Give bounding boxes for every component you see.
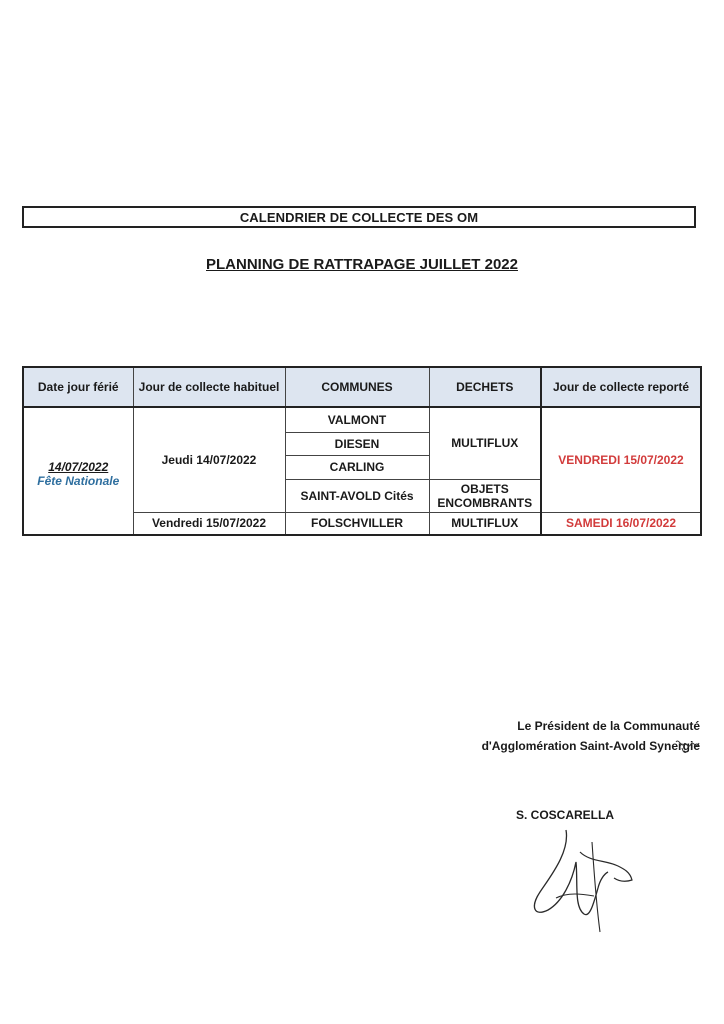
commune-cell: CARLING (285, 456, 429, 479)
handwritten-signature-icon (520, 822, 640, 942)
commune-cell: FOLSCHVILLER (285, 512, 429, 535)
header-reported-day: Jour de collecte reporté (541, 367, 701, 407)
reported-day-cell: VENDREDI 15/07/2022 (541, 407, 701, 512)
header-usual-day: Jour de collecte habituel (133, 367, 285, 407)
header-waste: DECHETS (429, 367, 541, 407)
signer-name: S. COSCARELLA (516, 808, 615, 822)
holiday-name: Fête Nationale (37, 474, 120, 488)
signature-line-2: d'Agglomération Saint-Avold Synergie (481, 739, 700, 753)
planning-title: PLANNING DE RATTRAPAGE JUILLET 2022 (206, 256, 518, 273)
waste-cell: MULTIFLUX (429, 512, 541, 535)
commune-cell: SAINT-AVOLD Cités (285, 479, 429, 512)
signature-block (430, 716, 700, 756)
reported-day-cell: SAMEDI 16/07/2022 (541, 512, 701, 535)
commune-cell: DIESEN (285, 433, 429, 456)
header-communes: COMMUNES (285, 367, 429, 407)
waste-cell: OBJETS ENCOMBRANTS (429, 479, 541, 512)
calendar-header-box (22, 206, 696, 228)
commune-cell: VALMONT (285, 407, 429, 433)
signature-line-1: Le Président de la Communauté (517, 719, 700, 733)
usual-day-cell: Jeudi 14/07/2022 (133, 407, 285, 512)
schedule-table (22, 366, 702, 536)
table-header-row (23, 367, 701, 407)
calendar-title: CALENDRIER DE COLLECTE DES OM (239, 209, 479, 225)
header-holiday-date: Date jour férié (23, 367, 133, 407)
waste-cell: MULTIFLUX (429, 407, 541, 479)
table-row (23, 407, 701, 433)
initials-mark-icon (674, 734, 702, 758)
holiday-date: 14/07/2022 (48, 460, 109, 474)
usual-day-cell: Vendredi 15/07/2022 (133, 512, 285, 535)
holiday-cell (23, 407, 133, 535)
